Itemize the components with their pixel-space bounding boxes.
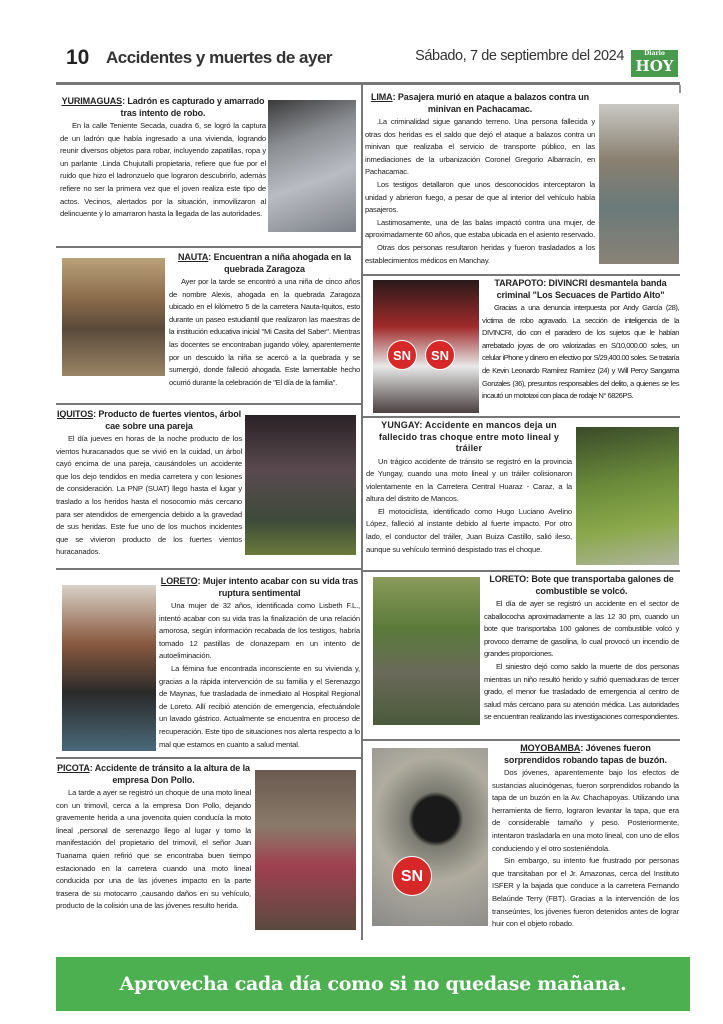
photo-minivan-scene <box>599 104 679 264</box>
header-rule <box>56 82 680 85</box>
diario-hoy-logo <box>631 50 678 77</box>
article-headline <box>169 252 360 275</box>
article-paragraph: Un trágico accidente de tránsito se registró en la provincia de Yungay, cuando una moto lineal y un tráiler colisionaron violentamente en la Carretera Central Huaraz - Caraz, a la altura del distrito de Mancos. <box>366 456 572 504</box>
page-number: 10 <box>66 46 90 69</box>
divider <box>56 403 362 405</box>
logo-small-text: Diario <box>644 50 665 57</box>
article-loreto-mujer <box>159 576 360 751</box>
article-loreto-bote <box>484 574 679 724</box>
divider <box>56 568 362 570</box>
headline-region: IQUITOS <box>56 409 94 419</box>
headline-text: : Jóvenes fueron sorprendidos robando tapas de buzón. <box>504 743 667 765</box>
photo-fallen-tree <box>245 415 356 555</box>
article-paragraph: Lastimosamente, una de las balas impactó contra una mujer, de aproximadamente 60 años, que estaba ubicada en el asiento reservado. <box>365 217 595 240</box>
photo-picota-accident <box>255 770 356 930</box>
issue-date: Sábado, 7 de septiembre del 2024 <box>415 48 624 64</box>
article-moyobamba <box>492 743 679 931</box>
headline-text: : Pasajera murió en ataque a balazos contra un minivan en Pachacamac. <box>392 92 590 114</box>
article-paragraph: Otras dos personas resultaron heridas y fueron trasladados a los establecimientos médicos en Manchay. <box>365 242 595 265</box>
article-headline: TARAPOTO: DIVINCRI desmantela banda criminal "Los Secuaces de Partido Alto" <box>494 278 667 300</box>
article-headline <box>60 96 266 119</box>
headline-text: : Accidente de tránsito a la altura de la empresa Don Pollo. <box>89 763 250 785</box>
article-headline <box>365 92 595 115</box>
divider <box>56 246 362 248</box>
photo-nauta-crowd <box>62 258 165 376</box>
divider <box>56 757 362 759</box>
article-iquitos <box>56 409 242 559</box>
section-title: Accidentes y muertes de ayer <box>106 48 333 67</box>
headline-region: LIMA <box>370 92 393 102</box>
article-headline <box>159 576 360 599</box>
article-headline: YUNGAY: Accidente en mancos deja un fallecido tras choque entre moto lineal y tráiler <box>378 420 560 453</box>
headline-region: YURIMAGUAS <box>61 96 123 106</box>
headline-region: MOYOBAMBA <box>520 743 581 753</box>
article-paragraph: El motociclista, identificado como Hugo Luciano Avelino López, falleció al instante debido al fuerte impacto. Por otro lado, el conductor del tráiler, Juan Buiza Castillo, salió ileso, aunque su vehículo terminó despistado tras el choque. <box>366 506 572 554</box>
article-nauta <box>169 252 360 389</box>
photo-motorcycle-wreck <box>576 427 679 565</box>
divider <box>362 416 680 418</box>
article-paragraph: En la calle Teniente Secada, cuadra 6, se logró la captura de un ladrón que había ingresado a una vivienda, logrando reunir diversos objetos para robar, incluyendo zapatillas, ropa y un parlante .Linda Chujutalli propietaria, refiere que fue por el ruido que hizo el ladronzuelo que lograron descubrirlo, además refiere no ser la primera vez que el joven realiza este tipo de actos. Vecinos, alertados por la situación, inmovilizaron al delincuente y lo amarraron hasta la llegada de las autoridades. <box>60 121 266 219</box>
headline-region: LORETO <box>160 576 198 586</box>
article-paragraph: Una mujer de 32 años, identificada como Lisbeth F.L., intentó acabar con su vida tras la finalización de una relación amorosa, según información recabada de los testigos, habría tomado 12 pastillas de clonazepam en un intento de autoeliminación. <box>159 601 360 661</box>
article-paragraph: La tarde a ayer se registró un choque de una moto lineal con un trimovil, cerca a la empresa Don Pollo, dejando gravemente herida a una jovencita quien conducía la moto lineal ,personal de serenazgo llego al lugar y tomo la manifestación del propietario del trimovil, el señor Juan Tuanama quien refirió que se encontraba buen tiempo estacionado en la carretera cuando una moto lineal conducida por una de las jóvenes impacto en la parte trasera de su motocarro ,causando daños en su vehículo, producto de la colisión una de las jóvenes resulto herida. <box>56 788 251 911</box>
photo-river-crowd <box>373 577 480 725</box>
article-lima <box>365 92 595 267</box>
article-yungay <box>366 420 572 556</box>
photo-manhole <box>372 748 488 926</box>
sn-watermark: SN <box>392 856 432 896</box>
article-headline: LORETO: Bote que transportaba galones de combustible se volcó. <box>489 574 674 596</box>
headline-text: : Producto de fuertes vientos, árbol cae sobre una pareja <box>93 409 242 431</box>
photo-hospital <box>62 585 156 751</box>
logo-big-text: HOY <box>635 57 674 75</box>
article-paragraph: Sin embargo, su intento fue frustrado por personas que transitaban por el Jr. Amazonas, cerca del Instituto ISFER y la bajada que conduce a la carretera Fernando Belaúnde Terry (FBT). Gracias a la intervención de los transeúntes, los jóvenes fueron detenidos antes de lograr huir con el objeto robado. <box>492 856 679 929</box>
article-headline <box>492 743 679 766</box>
article-headline <box>56 763 251 786</box>
article-paragraph: Gracias a una denuncia interpuesta por Andy García (28), víctima de robo agravado. La sección de inteligencia de la DIVINCRI, dio con el paradero de los sujetos que le habían arrebatado joyas de oro valorizadas en S/10,000.00 soles, un celular iPhone y dinero en efectivo por S/29,400.00 soles. Se trataría de Kevin Leonardo Ramírez Ramírez (24) y Will Percy Sangama Gonzales (36), presuntos responsables del delito, a quienes se les incautó un mototaxi con placa de rodaje N° 6826PS. <box>482 303 679 401</box>
sn-watermark: SN <box>425 340 455 370</box>
article-yurimaguas <box>60 96 266 221</box>
headline-text: : Mujer intento acabar con su vida tras ruptura sentimental <box>197 576 359 598</box>
article-paragraph: .La criminalidad sigue ganando terreno. Una persona fallecida y otras dos heridas es el saldo que dejó el ataque a balazos contra un minivan que realizaba el servicio de transporte público, en las inmediaciones de la urbanización Coronel Gregorio Albarracín, en Pachacamac. <box>365 117 595 177</box>
article-paragraph: Los testigos detallaron que unos desconocidos interceptaron la unidad y abrieron fuego, a pesar de que al interior del vehículo había pasajeros. <box>365 179 595 215</box>
article-paragraph: Ayer por la tarde se encontró a una niña de cinco años de nombre Alexis, ahogada en la quebrada Zaragoza ubicado en el kilómetro 5 de la carretera Nauta-Iquitos, esto durante un paseo estudiantil que realizaron las maestras de la institución educativa inicial "Mi Casita del Saber". Mientras las docentes se encontraban jugando vóley, aparentemente por un descuido la niña se acercó a la quebrada y se sumergió, donde falleció ahogada. Este lamentable hecho ocurrió durante la celebración de "El día de la familia". <box>169 277 360 387</box>
article-tarapoto <box>482 278 679 403</box>
article-paragraph: El día de ayer se registró un accidente en el sector de caballococha aproximadamente a las 12 30 pm, cuando un bote que transportaba 100 galones de combustible volcó y provoco derrame de gasolina, lo cual provocó un incendio de grandes proporciones. <box>484 599 679 659</box>
photo-captured-thief <box>268 100 356 232</box>
sn-watermark: SN <box>387 340 417 370</box>
article-paragraph: El día jueves en horas de la noche producto de los vientos huracanados que se vivió en la cuidad, un árbol cayó encima de una pareja, causándoles un accidente que los dejo tendidos en media carretera y con lesiones de consideración. La PNP (SUAT) llego hasta el lugar y traslado a los heridos hasta el nosocomio más cercano para ser atendidos de emergencia debido a la gravedad de sus heridas. Este fue uno de los muchos incidentes que se vivieron producto de los fuertes vientos huracanados. <box>56 434 242 557</box>
headline-region: PICOTA <box>57 763 90 773</box>
photo-tarapoto-street <box>373 280 479 413</box>
article-headline <box>56 409 242 432</box>
divider <box>362 570 680 572</box>
headline-region: NAUTA <box>177 252 209 262</box>
right-border <box>679 85 681 93</box>
divider <box>362 274 680 276</box>
article-paragraph: Dos jóvenes, aparentemente bajo los efectos de sustancias alucinógenas, fueron sorprendidos robando la tapa de un buzón en la Av. Chachapoyas. Utilizando una herramienta de fierro, lograron levantar la tapa, que era de considerable tamaño y peso. Posteriormente, intentaron trasladarla en una moto lineal, con uno de ellos conduciendo y el otro sosteniéndola. <box>492 768 679 853</box>
article-paragraph: La fémina fue encontrada inconsciente en su vivienda y, gracias a la rápida intervención de su familia y el Serenazgo de Maynas, fue trasladada de inmediato al Hospital Regional de Loreto. Allí recibió atención de emergencia, efectuándole un lavado gástrico. Actualmente se encuentra en proceso de recuperación. Este tipo de situaciones nos alerta respecto a lo mal que estamos en cuanto a salud mental. <box>159 663 360 749</box>
headline-text: : Encuentran a niña ahogada en la quebrada Zaragoza <box>208 252 352 274</box>
article-paragraph: El siniestro dejó como saldo la muerte de dos personas mientras un niño resultó herido y sufrió quemaduras de tercer grado, el menor fue trasladado de emergencia al centro de salud más cercano para su atención médica. Las autoridades se encuentran realizando las investigaciones correspondientes. <box>484 661 680 722</box>
footer-slogan-banner: Aprovecha cada día como si no quedase mañana. <box>56 957 690 1011</box>
article-picota <box>56 763 251 913</box>
headline-text: : Ladrón es capturado y amarrado tras intento de robo. <box>120 96 265 118</box>
divider <box>362 739 680 741</box>
column-divider <box>361 85 363 940</box>
